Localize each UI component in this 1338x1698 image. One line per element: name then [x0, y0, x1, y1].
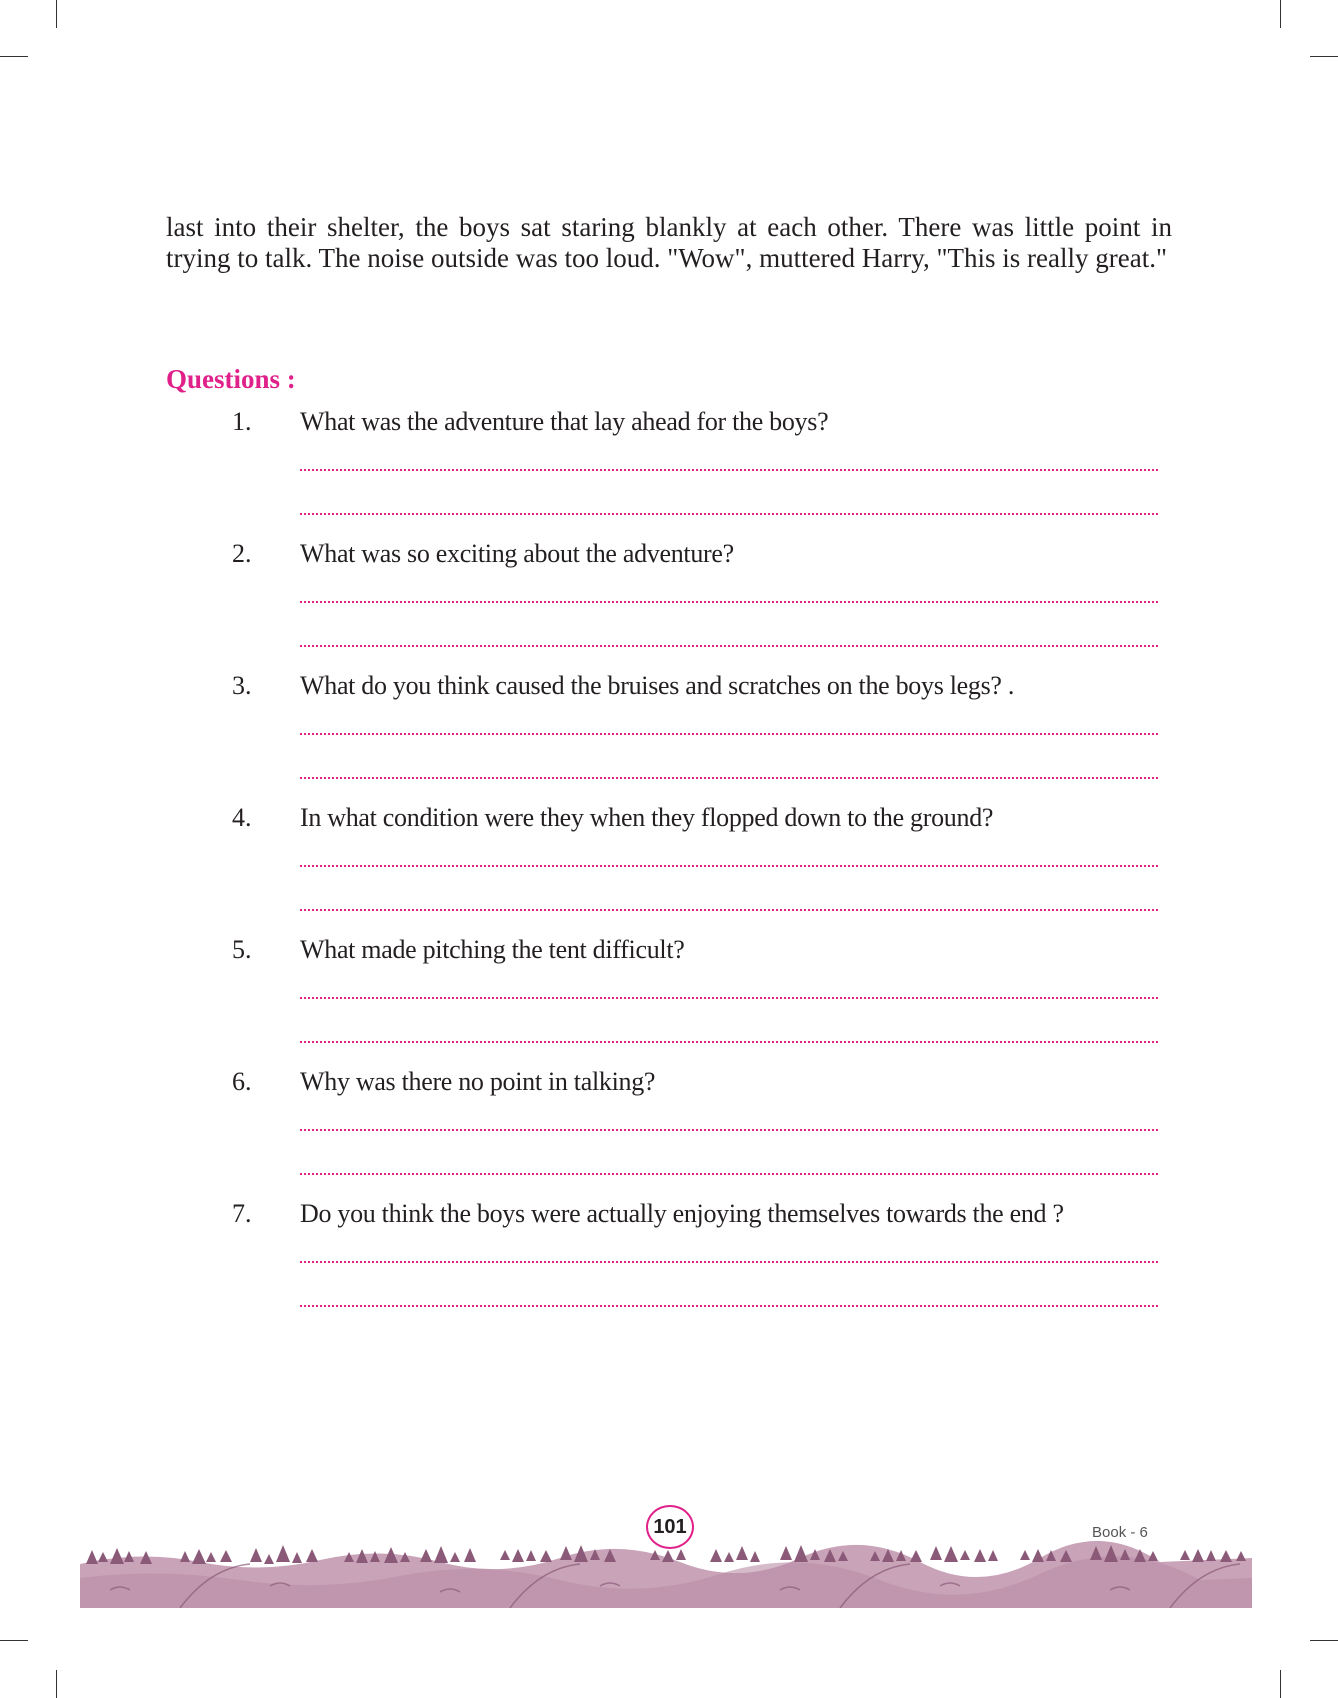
question-item [0, 671, 1338, 803]
question-item [0, 1067, 1338, 1199]
question-text: What was so exciting about the adventure? [300, 539, 734, 568]
question-number: 5. [232, 935, 252, 964]
answer-line[interactable] [300, 777, 1158, 779]
book-label: Book - 6 [1092, 1524, 1148, 1541]
answer-line[interactable] [300, 1173, 1158, 1175]
answer-line[interactable] [300, 1305, 1158, 1307]
question-text: What do you think caused the bruises and scratches on the boys legs? . [300, 671, 1015, 700]
questions-heading: Questions : [166, 364, 296, 394]
question-text: Why was there no point in talking? [300, 1067, 656, 1096]
answer-line[interactable] [300, 997, 1158, 999]
question-item [0, 1199, 1338, 1331]
crop-mark [1280, 0, 1281, 28]
question-item [0, 407, 1338, 539]
answer-line[interactable] [300, 1129, 1158, 1131]
answer-line[interactable] [300, 513, 1158, 515]
question-number: 4. [232, 803, 252, 832]
question-text: In what condition were they when they flopped down to the ground? [300, 803, 994, 832]
question-number: 6. [232, 1067, 252, 1096]
question-item [0, 539, 1338, 671]
question-text: What was the adventure that lay ahead for the boys? [300, 407, 829, 436]
question-number: 2. [232, 539, 252, 568]
passage-text: last into their shelter, the boys sat staring blankly at each other. There was little point in trying to talk. The noise outside was too loud. "Wow", muttered Harry, "This is really great." [166, 212, 1172, 273]
question-item [0, 803, 1338, 935]
page-number: 101 [646, 1505, 694, 1549]
answer-line[interactable] [300, 909, 1158, 911]
crop-mark [1280, 1670, 1281, 1698]
crop-mark [1310, 1640, 1338, 1641]
answer-line[interactable] [300, 469, 1158, 471]
crop-mark [56, 1670, 57, 1698]
question-text: What made pitching the tent difficult? [300, 935, 685, 964]
answer-line[interactable] [300, 1261, 1158, 1263]
question-text: Do you think the boys were actually enjoying themselves towards the end ? [300, 1199, 1064, 1228]
crop-mark [0, 56, 28, 57]
question-item [0, 935, 1338, 1067]
answer-line[interactable] [300, 865, 1158, 867]
answer-line[interactable] [300, 645, 1158, 647]
answer-line[interactable] [300, 601, 1158, 603]
crop-mark [0, 1640, 28, 1641]
question-number: 3. [232, 671, 252, 700]
crop-mark [1310, 56, 1338, 57]
answer-line[interactable] [300, 1041, 1158, 1043]
question-number: 7. [232, 1199, 252, 1228]
answer-line[interactable] [300, 733, 1158, 735]
question-number: 1. [232, 407, 252, 436]
crop-mark [56, 0, 57, 28]
